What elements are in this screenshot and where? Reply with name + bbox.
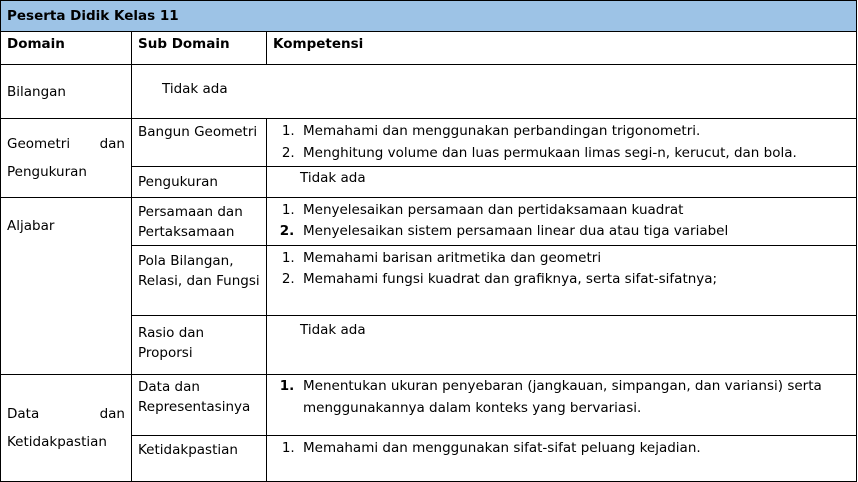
sub-data-representasi: Data dan Representasinya: [132, 375, 267, 436]
list-item: 1. Memahami dan menggunakan sifat-sifat peluang kejadian.: [299, 438, 850, 458]
list-item: 1. Menentukan ukuran penyebaran (jangkauan, simpangan, dan variansi) serta menggunakannya dalam konteks yang bervariasi.: [299, 375, 850, 419]
header-sub-domain: Sub Domain: [132, 32, 267, 65]
domain-data: Data dan Ketidakpastian: [1, 375, 132, 482]
table-title: Peserta Didik Kelas 11: [1, 1, 857, 32]
sub-bangun-geometri: Bangun Geometri: [132, 119, 267, 167]
list-item: 2. Memahami fungsi kuadrat dan grafiknya, serta sifat-sifatnya;: [299, 269, 850, 290]
kompetensi-ketidakpastian: [267, 436, 857, 482]
pengukuran-text: Tidak ada: [267, 167, 857, 198]
header-domain: Domain: [1, 32, 132, 65]
sub-pengukuran: Pengukuran: [132, 167, 267, 198]
sub-rasio: Rasio dan Proporsi: [132, 316, 267, 375]
sub-ketidakpastian: Ketidakpastian: [132, 436, 267, 482]
domain-geometri: Geometri dan Pengukuran: [1, 119, 132, 198]
kompetensi-pola: [267, 246, 857, 316]
sub-persamaan: Persamaan dan Pertaksamaan: [132, 198, 267, 246]
list-item: 1. Memahami dan menggunakan perbandingan trigonometri.: [299, 120, 850, 142]
list-item: 1. Memahami barisan aritmetika dan geometri: [299, 248, 850, 269]
kompetensi-persamaan: [267, 198, 857, 246]
kompetensi-bangun-geometri: [267, 119, 857, 167]
kompetensi-data: [267, 375, 857, 436]
sub-pola-bilangan: Pola Bilangan, Relasi, dan Fungsi: [132, 246, 267, 316]
domain-aljabar: Aljabar: [1, 198, 132, 375]
domain-bilangan: Bilangan: [1, 65, 132, 119]
header-kompetensi: Kompetensi: [267, 32, 857, 65]
list-item: 2. Menyelesaikan sistem persamaan linear dua atau tiga variabel: [299, 221, 850, 242]
bilangan-text: Tidak ada: [132, 65, 857, 119]
list-item: 2. Menghitung volume dan luas permukaan limas segi-n, kerucut, dan bola.: [299, 142, 850, 164]
list-item: 1. Menyelesaikan persamaan dan pertidaksamaan kuadrat: [299, 200, 850, 221]
rasio-text: Tidak ada: [267, 316, 857, 375]
